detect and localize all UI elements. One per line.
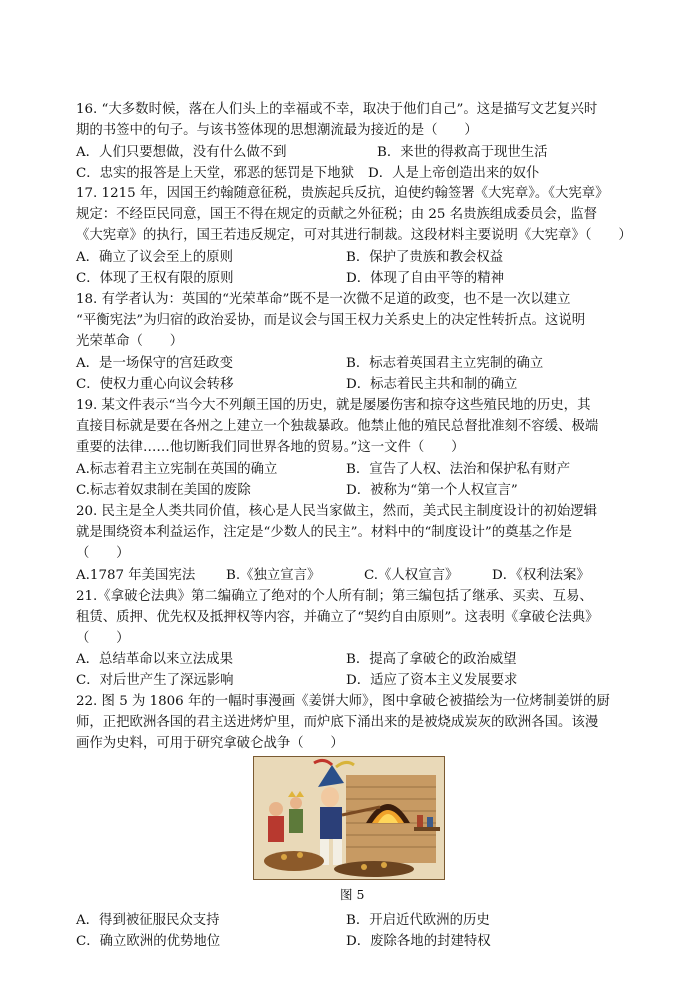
- q17-option-b[interactable]: B．保护了贵族和教会权益: [346, 250, 504, 265]
- q21-option-b[interactable]: B．提高了拿破仑的政治威望: [346, 652, 517, 667]
- q18-stem-line-2: “平衡宪法”为归宿的政治妥协，而是议会与国王权力关系史上的决定性转折点。这说明: [76, 313, 586, 328]
- cartoon-drawing: [254, 757, 444, 879]
- q20-option-b[interactable]: B.《独立宣言》: [226, 568, 321, 583]
- q16-stem-line-1: 16. “大多数时候，落在人们头上的幸福或不幸，取决于他们自己”。这是描写文艺复兴时: [76, 102, 598, 117]
- q20-stem-line-2: 就是围绕资本利益运作，注定是“少数人的民主”。材料中的“制度设计”的奠基之作是: [76, 525, 573, 540]
- q22-option-b[interactable]: B．开启近代欧洲的历史: [346, 913, 490, 928]
- q22-option-c[interactable]: C．确立欧洲的优势地位: [76, 934, 221, 949]
- q17-option-c[interactable]: C．体现了王权有限的原则: [76, 271, 234, 286]
- q22-stem-line-1: 22. 图 5 为 1806 年的一幅时事漫画《姜饼大师》，图中拿破仑被描绘为一位烤制姜饼的厨: [76, 694, 610, 709]
- q18-stem-line-1: 18. 有学者认为：英国的“光荣革命”既不是一次微不足道的政变，也不是一次以建立: [76, 292, 571, 307]
- q19-stem-line-1: 19. 某文件表示“当今大不列颠王国的历史，就是屡屡伤害和掠夺这些殖民地的历史，其: [76, 398, 591, 413]
- gingerbread-baker-cartoon: [253, 756, 445, 880]
- q22-stem-line-3: 画作为史料，可用于研究拿破仑战争（ ）: [76, 736, 344, 751]
- q21-stem-line-3: （ ）: [76, 631, 130, 646]
- q19-option-b[interactable]: B．宣告了人权、法治和保护私有财产: [346, 462, 571, 477]
- q19-stem-line-2: 直接目标就是要在各州之上建立一个独裁暴政。他禁止他的殖民总督批准刻不容缓、极端: [76, 419, 599, 434]
- q19-option-d[interactable]: D．被称为“第一个人权宣言”: [346, 483, 518, 498]
- q22-option-a[interactable]: A．得到被征服民众支持: [76, 913, 220, 928]
- q17-stem-line-1: 17. 1215 年，因国王约翰随意征税，贵族起兵反抗，迫使约翰签署《大宪章》。《大宪章》: [76, 186, 609, 201]
- q16-option-d[interactable]: D．人是上帝创造出来的奴仆: [368, 166, 540, 181]
- q19-option-a[interactable]: A.标志着君主立宪制在英国的确立: [76, 462, 278, 477]
- q21-option-c[interactable]: C．对后世产生了深远影响: [76, 673, 234, 688]
- q21-option-d[interactable]: D．适应了资本主义发展要求: [346, 673, 518, 688]
- q17-stem-line-3: 《大宪章》的执行，国王若违反规定，可对其进行制裁。这段材料主要说明《大宪章》（ ）: [76, 228, 632, 243]
- q16-stem-line-2: 期的书签中的句子。与该书签体现的思想潮流最为接近的是（ ）: [76, 123, 478, 138]
- q18-option-a[interactable]: A．是一场保守的宫廷政变: [76, 356, 233, 371]
- figure-caption: 图 5: [340, 887, 365, 902]
- q20-option-d[interactable]: D．《权利法案》: [492, 568, 590, 583]
- q17-option-d[interactable]: D．体现了自由平等的精神: [346, 271, 505, 286]
- q17-option-a[interactable]: A．确立了议会至上的原则: [76, 250, 233, 265]
- q18-option-d[interactable]: D．标志着民主共和制的确立: [346, 377, 518, 392]
- q21-stem-line-2: 租赁、质押、优先权及抵押权等内容，并确立了“契约自由原则”。这表明《拿破仑法典》: [76, 610, 599, 625]
- q18-option-b[interactable]: B．标志着英国君主立宪制的确立: [346, 356, 544, 371]
- q16-option-c[interactable]: C．忠实的报答是上天堂，邪恶的惩罚是下地狱: [76, 166, 355, 181]
- q18-option-c[interactable]: C．使权力重心向议会转移: [76, 377, 234, 392]
- q22-stem-line-2: 师，正把欧洲各国的君主送进烤炉里，而炉底下涌出来的是被烧成炭灰的欧洲各国。该漫: [76, 715, 599, 730]
- q17-stem-line-2: 规定：不经臣民同意，国王不得在规定的贡献之外征税；由 25 名贵族组成委员会，监督: [76, 207, 598, 222]
- q19-option-c[interactable]: C.标志着奴隶制在美国的废除: [76, 483, 251, 498]
- q16-option-a[interactable]: A．人们只要想做，没有什么做不到: [76, 145, 287, 160]
- q20-stem-line-1: 20. 民主是全人类共同价值，核心是人民当家做主，然而，美式民主制度设计的初始逻辑: [76, 504, 598, 519]
- q16-option-b[interactable]: B．来世的得救高于现世生活: [377, 145, 548, 160]
- q18-stem-line-3: 光荣革命（ ）: [76, 334, 184, 349]
- q20-option-a[interactable]: A.1787 年美国宪法: [76, 568, 196, 583]
- q21-option-a[interactable]: A．总结革命以来立法成果: [76, 652, 233, 667]
- q20-option-c[interactable]: C.《人权宣言》: [364, 568, 459, 583]
- q22-option-d[interactable]: D．废除各地的封建特权: [346, 934, 491, 949]
- q21-stem-line-1: 21.《拿破仑法典》第二编确立了绝对的个人所有制；第三编包括了继承、买卖、互易、: [76, 589, 593, 604]
- q19-stem-line-3: 重要的法律……他切断我们同世界各地的贸易。”这一文件（ ）: [76, 440, 465, 455]
- q20-stem-line-3: （ ）: [76, 546, 130, 561]
